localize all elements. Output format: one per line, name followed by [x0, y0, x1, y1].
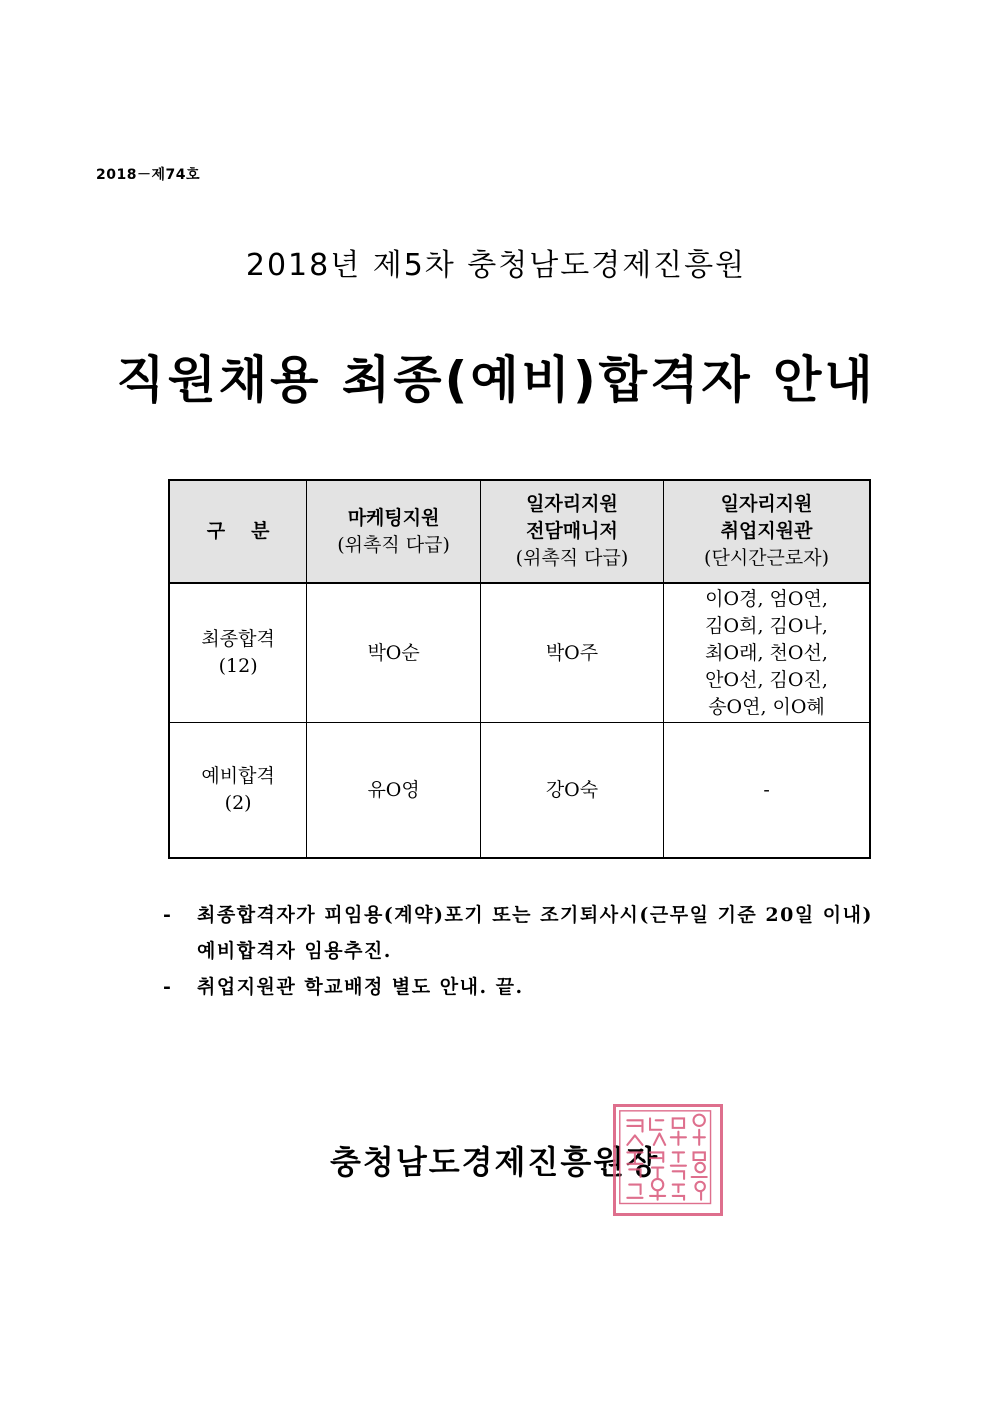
row-reserve-label-cell [169, 723, 307, 859]
note-dash: - [163, 976, 173, 998]
final-officer-line: 이O경, 엄O연, [705, 587, 828, 610]
final-officer-line: 최O래, 천O선, [705, 641, 828, 664]
header-employment-officer-title2: 취업지원관 [720, 520, 813, 542]
table-row-final [169, 583, 870, 723]
header-marketing [307, 480, 481, 583]
header-employment-officer [664, 480, 870, 583]
row-final-label: 최종합격 [201, 628, 275, 650]
note-item [163, 897, 883, 969]
row-reserve-count: (2) [224, 792, 252, 814]
row-reserve-label: 예비합격 [201, 765, 275, 787]
header-employment-officer-sub: (단시간근로자) [704, 547, 829, 569]
row-reserve-employment-officer: - [664, 723, 870, 859]
table-header-row [169, 480, 870, 583]
results-table [168, 479, 871, 859]
row-final-marketing: 박O순 [307, 583, 481, 723]
row-final-count: (12) [218, 655, 258, 677]
document-title: 직원채용 최종(예비)합격자 안내 [116, 351, 876, 409]
header-job-manager [480, 480, 663, 583]
row-reserve-job-manager: 강O숙 [480, 723, 663, 859]
note-text: 최종합격자가 피임용(계약)포기 또는 조기퇴사시(근무일 기준 20일 이내) 예비합격자 임용추진. [197, 904, 874, 962]
header-job-manager-title2: 전담매니저 [526, 520, 618, 542]
header-marketing-title: 마케팅지원 [347, 506, 440, 529]
header-job-manager-title1: 일자리지원 [526, 493, 618, 515]
row-final-employment-officer [664, 583, 870, 723]
row-final-job-manager: 박O주 [480, 583, 663, 723]
notes-section [163, 897, 883, 1005]
document-number: 2018－제74호 [96, 167, 200, 183]
header-job-manager-sub: (위촉직 다급) [515, 547, 629, 569]
final-officer-line: 송O연, 이O혜 [708, 695, 825, 718]
header-marketing-sub: (위촉직 다급) [337, 533, 450, 556]
official-seal [613, 1104, 723, 1216]
row-final-label-cell [169, 583, 307, 723]
header-category [169, 480, 307, 583]
note-dash: - [163, 904, 173, 926]
row-reserve-marketing: 유O영 [307, 723, 481, 859]
signature: 충청남도경제진흥원장 [330, 1143, 660, 1181]
header-category-label: 구분 [206, 520, 296, 542]
note-item [163, 969, 883, 1005]
table-row-reserve [169, 723, 870, 859]
seal-graphic [616, 1107, 720, 1213]
header-employment-officer-title1: 일자리지원 [720, 493, 813, 515]
final-officer-line: 안O선, 김O진, [705, 668, 828, 691]
note-text: 취업지원관 학교배정 별도 안내. 끝. [197, 976, 524, 998]
final-officer-line: 김O희, 김O나, [705, 614, 828, 637]
document-subtitle: 2018년 제5차 충청남도경제진흥원 [245, 248, 747, 283]
